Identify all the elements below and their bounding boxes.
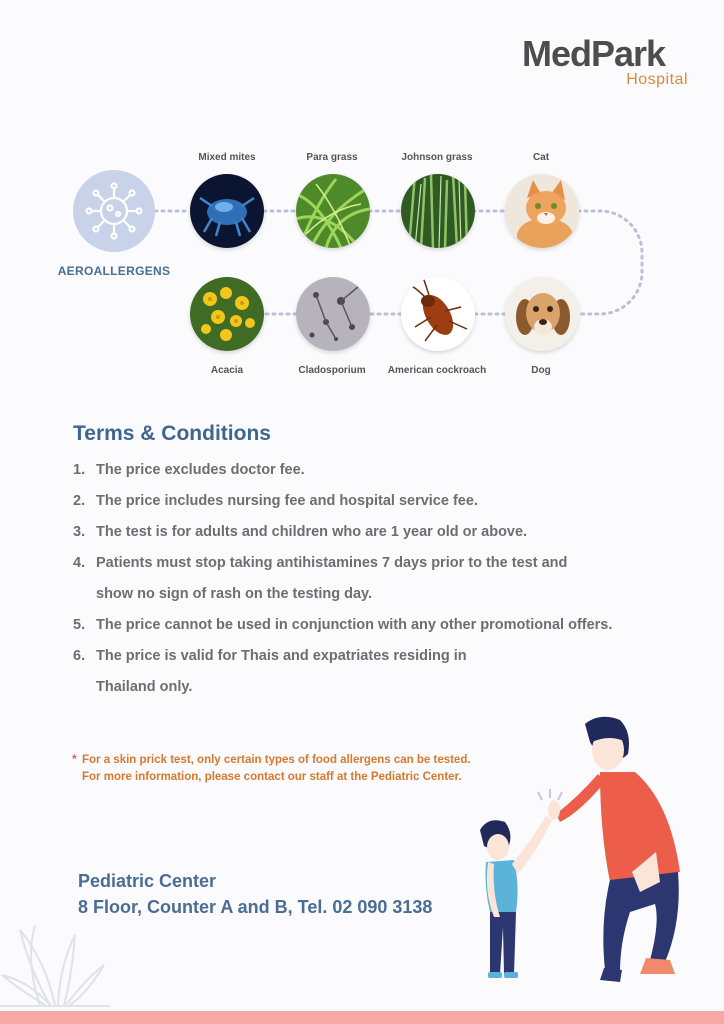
- para-grass-image: [296, 174, 370, 248]
- acacia-image: [190, 277, 264, 351]
- logo-main-text: MedPark: [522, 33, 666, 74]
- logo-sub-text: Hospital: [626, 71, 688, 88]
- term-item: [73, 610, 613, 641]
- term-number: 6.: [73, 648, 86, 664]
- note-line-1: For a skin prick test, only certain types of food allergens can be tested.: [82, 754, 471, 766]
- dog-image: [505, 277, 579, 351]
- contact-center: Pediatric Center: [78, 871, 217, 891]
- note-line-2: For more information, please contact our staff at the Pediatric Center.: [82, 771, 462, 783]
- high-five-illustration: [460, 712, 700, 1002]
- virus-icon: [73, 170, 155, 252]
- term-number: 5.: [73, 617, 86, 633]
- term-text: The price excludes doctor fee.: [96, 462, 305, 478]
- asterisk: *: [72, 752, 77, 766]
- term-text: The price includes nursing fee and hospital service fee.: [96, 493, 478, 509]
- caption-dog: Dog: [531, 365, 551, 376]
- aeroallergens-label: AEROALLERGENS: [57, 264, 171, 278]
- term-text: The price is valid for Thais and expatriates residing in Thailand only.: [96, 648, 467, 695]
- cladosporium-image: [296, 277, 370, 351]
- term-number: 3.: [73, 524, 86, 540]
- caption-acacia: Acacia: [210, 365, 244, 376]
- term-item: [73, 548, 593, 610]
- term-number: 2.: [73, 493, 86, 509]
- term-item: [73, 486, 633, 517]
- term-item: [73, 455, 633, 486]
- term-item: [73, 517, 633, 548]
- contact-info: [78, 868, 432, 920]
- caption-johnson-grass: Johnson grass: [401, 152, 473, 163]
- cockroach-image: [401, 277, 475, 351]
- term-number: 1.: [73, 462, 86, 478]
- caption-cat: Cat: [532, 152, 550, 163]
- food-allergen-note: [72, 752, 471, 786]
- medpark-logo: [522, 34, 692, 94]
- mite-image: [190, 174, 264, 248]
- term-text: The test is for adults and children who are 1 year old or above.: [96, 524, 528, 540]
- terms-title: Terms & Conditions: [73, 422, 271, 445]
- caption-para-grass: Para grass: [306, 152, 358, 163]
- aeroallergen-panel: [0, 140, 724, 390]
- term-item: [73, 641, 493, 703]
- johnson-grass-image: [401, 174, 475, 248]
- cat-image: [505, 174, 579, 248]
- contact-location: 8 Floor, Counter A and B, Tel. 02 090 3138: [78, 897, 433, 917]
- terms-list: [73, 455, 633, 703]
- footer-bar: [0, 1011, 724, 1024]
- term-text: The price cannot be used in conjunction with any other promotional offers.: [96, 617, 613, 633]
- caption-mixed-mites: Mixed mites: [198, 152, 256, 163]
- term-number: 4.: [73, 555, 86, 571]
- leaf-decoration: [0, 920, 110, 1010]
- caption-cladosporium: Cladosporium: [298, 365, 366, 376]
- term-text: Patients must stop taking antihistamines 7 days prior to the test and show no sign of rash on the testing day.: [96, 555, 568, 602]
- caption-american-cockroach: American cockroach: [387, 365, 487, 376]
